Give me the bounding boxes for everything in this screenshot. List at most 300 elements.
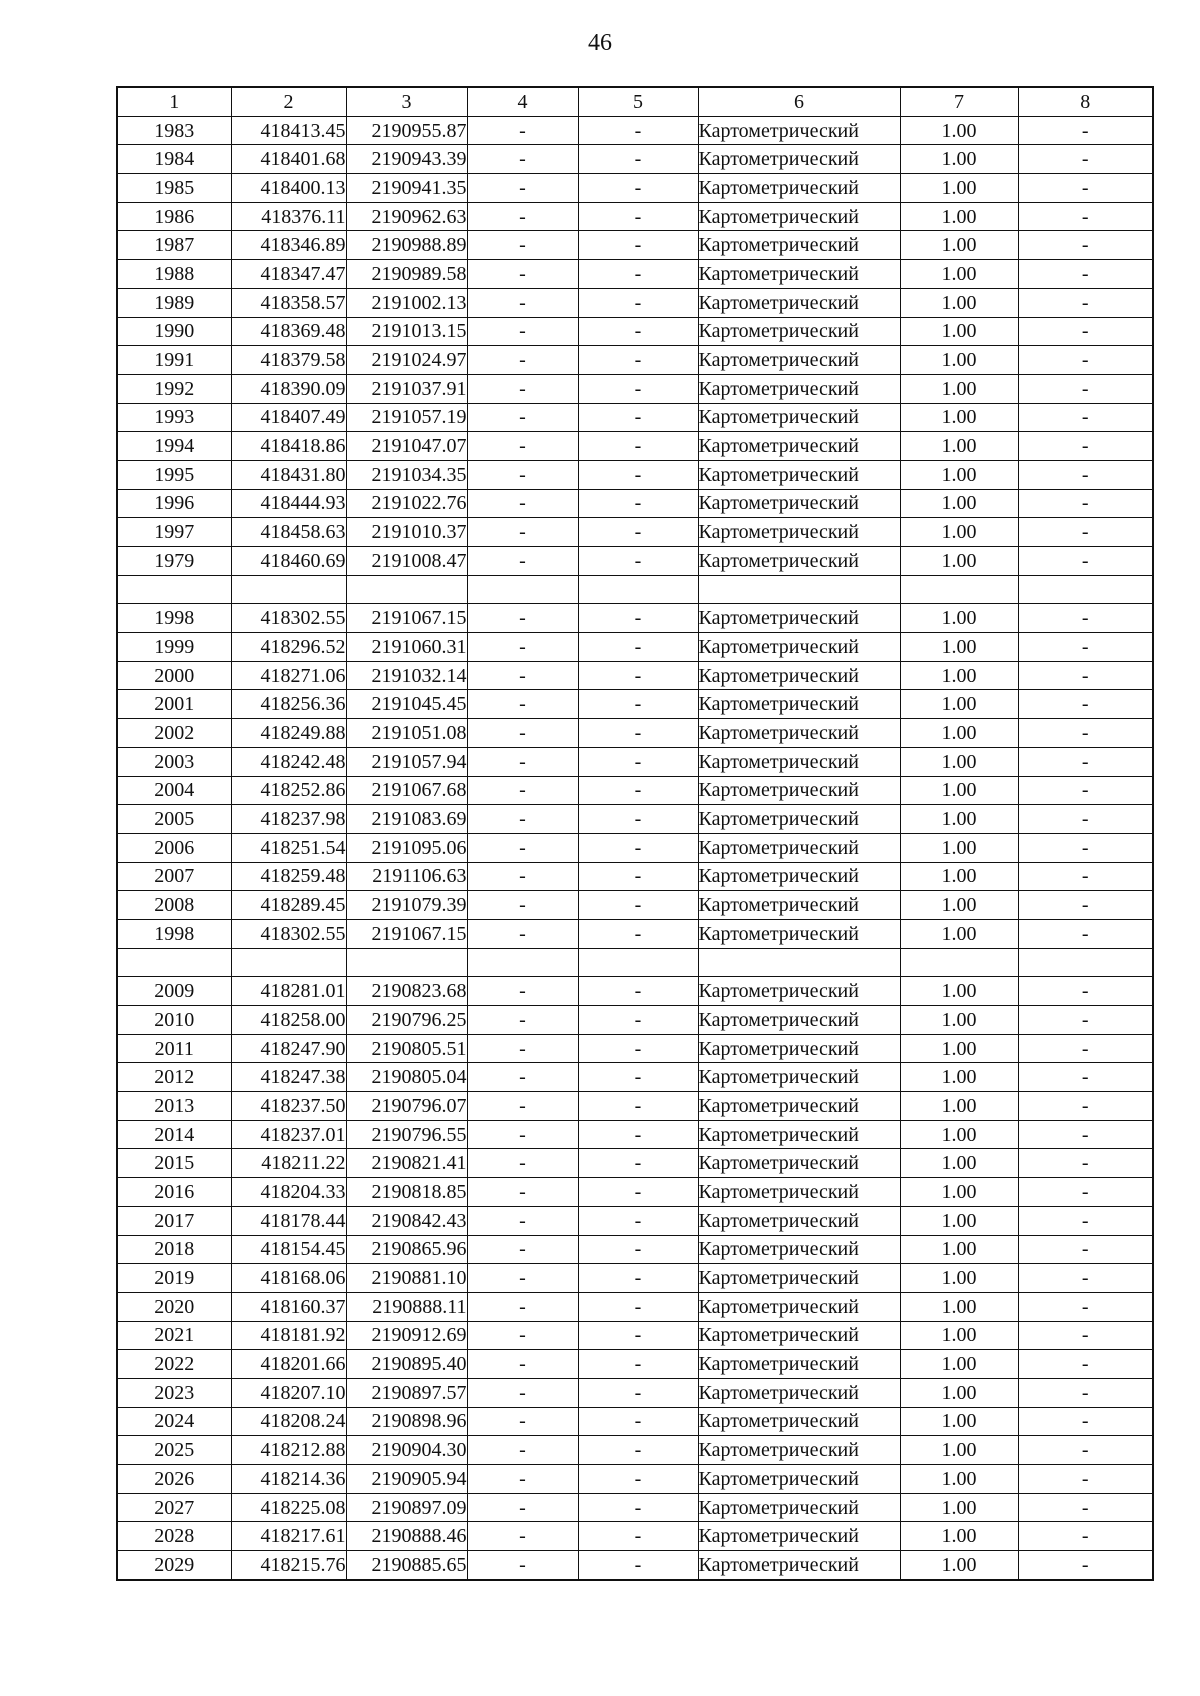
x-coordinate-cell: 418390.09 <box>231 374 346 403</box>
column-4-cell: - <box>467 460 578 489</box>
method-cell: Картометрический <box>698 1206 900 1235</box>
column-header: 2 <box>231 87 346 116</box>
column-8-cell: - <box>1018 346 1153 375</box>
y-coordinate-cell: 2190962.63 <box>346 202 467 231</box>
point-number-cell: 2019 <box>117 1264 231 1293</box>
table-row <box>117 1321 1153 1350</box>
y-coordinate-cell: 2190898.96 <box>346 1407 467 1436</box>
y-coordinate-cell: 2191095.06 <box>346 833 467 862</box>
method-cell: Картометрический <box>698 604 900 633</box>
point-number-cell: 1993 <box>117 403 231 432</box>
table-row <box>117 1551 1153 1580</box>
accuracy-cell: 1.00 <box>900 1378 1018 1407</box>
accuracy-cell: 1.00 <box>900 919 1018 948</box>
table-row <box>117 1436 1153 1465</box>
column-5-cell: - <box>578 690 698 719</box>
separator-row <box>117 575 1153 604</box>
point-number-cell: 1997 <box>117 518 231 547</box>
column-8-cell: - <box>1018 747 1153 776</box>
column-header: 6 <box>698 87 900 116</box>
accuracy-cell: 1.00 <box>900 1465 1018 1494</box>
method-cell: Картометрический <box>698 489 900 518</box>
accuracy-cell: 1.00 <box>900 1321 1018 1350</box>
point-number-cell: 1987 <box>117 231 231 260</box>
column-5-cell: - <box>578 862 698 891</box>
point-number-cell: 2024 <box>117 1407 231 1436</box>
x-coordinate-cell: 418400.13 <box>231 174 346 203</box>
column-5-cell: - <box>578 1264 698 1293</box>
column-5-cell: - <box>578 747 698 776</box>
column-4-cell: - <box>467 1120 578 1149</box>
x-coordinate-cell: 418201.66 <box>231 1350 346 1379</box>
table-row <box>117 116 1153 145</box>
column-4-cell: - <box>467 231 578 260</box>
accuracy-cell: 1.00 <box>900 174 1018 203</box>
table-row <box>117 317 1153 346</box>
y-coordinate-cell: 2190897.09 <box>346 1493 467 1522</box>
y-coordinate-cell: 2190888.46 <box>346 1522 467 1551</box>
y-coordinate-cell: 2190842.43 <box>346 1206 467 1235</box>
y-coordinate-cell: 2190818.85 <box>346 1178 467 1207</box>
column-5-cell: - <box>578 1292 698 1321</box>
accuracy-cell: 1.00 <box>900 776 1018 805</box>
column-8-cell: - <box>1018 1092 1153 1121</box>
x-coordinate-cell: 418369.48 <box>231 317 346 346</box>
table-row <box>117 1006 1153 1035</box>
point-number-cell: 1998 <box>117 604 231 633</box>
table-row <box>117 1149 1153 1178</box>
column-8-cell: - <box>1018 1120 1153 1149</box>
column-5-cell: - <box>578 1321 698 1350</box>
column-8-cell <box>1018 575 1153 604</box>
accuracy-cell: 1.00 <box>900 1522 1018 1551</box>
x-coordinate-cell: 418407.49 <box>231 403 346 432</box>
point-number-cell: 2006 <box>117 833 231 862</box>
column-8-cell: - <box>1018 460 1153 489</box>
column-5-cell: - <box>578 719 698 748</box>
point-number-cell: 2021 <box>117 1321 231 1350</box>
column-4-cell: - <box>467 891 578 920</box>
method-cell: Картометрический <box>698 1407 900 1436</box>
x-coordinate-cell: 418249.88 <box>231 719 346 748</box>
table-row <box>117 1034 1153 1063</box>
column-4-cell: - <box>467 690 578 719</box>
column-4-cell: - <box>467 1292 578 1321</box>
accuracy-cell: 1.00 <box>900 833 1018 862</box>
point-number-cell: 2000 <box>117 661 231 690</box>
x-coordinate-cell: 418215.76 <box>231 1551 346 1580</box>
y-coordinate-cell: 2190989.58 <box>346 260 467 289</box>
column-8-cell: - <box>1018 288 1153 317</box>
x-coordinate-cell: 418178.44 <box>231 1206 346 1235</box>
column-4-cell: - <box>467 1436 578 1465</box>
y-coordinate-cell: 2190796.25 <box>346 1006 467 1035</box>
table-row <box>117 1092 1153 1121</box>
accuracy-cell: 1.00 <box>900 1092 1018 1121</box>
accuracy-cell: 1.00 <box>900 1436 1018 1465</box>
column-5-cell: - <box>578 460 698 489</box>
accuracy-cell: 1.00 <box>900 231 1018 260</box>
y-coordinate-cell: 2191060.31 <box>346 633 467 662</box>
point-number-cell: 1988 <box>117 260 231 289</box>
x-coordinate-cell: 418247.90 <box>231 1034 346 1063</box>
accuracy-cell: 1.00 <box>900 1063 1018 1092</box>
column-5-cell: - <box>578 776 698 805</box>
point-number-cell: 1991 <box>117 346 231 375</box>
column-4-cell <box>467 575 578 604</box>
column-5-cell: - <box>578 403 698 432</box>
method-cell: Картометрический <box>698 460 900 489</box>
column-8-cell: - <box>1018 776 1153 805</box>
accuracy-cell: 1.00 <box>900 633 1018 662</box>
column-4-cell: - <box>467 919 578 948</box>
x-coordinate-cell: 418296.52 <box>231 633 346 662</box>
column-4-cell: - <box>467 1034 578 1063</box>
separator-row <box>117 948 1153 977</box>
column-4-cell: - <box>467 1092 578 1121</box>
y-coordinate-cell: 2191047.07 <box>346 432 467 461</box>
x-coordinate-cell: 418258.00 <box>231 1006 346 1035</box>
column-4-cell: - <box>467 403 578 432</box>
y-coordinate-cell: 2191032.14 <box>346 661 467 690</box>
point-number-cell: 2011 <box>117 1034 231 1063</box>
y-coordinate-cell: 2191106.63 <box>346 862 467 891</box>
accuracy-cell: 1.00 <box>900 690 1018 719</box>
x-coordinate-cell: 418251.54 <box>231 833 346 862</box>
point-number-cell: 1984 <box>117 145 231 174</box>
column-8-cell: - <box>1018 116 1153 145</box>
column-8-cell: - <box>1018 1493 1153 1522</box>
column-5-cell: - <box>578 260 698 289</box>
column-4-cell: - <box>467 1206 578 1235</box>
column-5-cell: - <box>578 977 698 1006</box>
x-coordinate-cell: 418458.63 <box>231 518 346 547</box>
column-8-cell: - <box>1018 977 1153 1006</box>
y-coordinate-cell: 2191067.68 <box>346 776 467 805</box>
accuracy-cell: 1.00 <box>900 891 1018 920</box>
table-row <box>117 432 1153 461</box>
column-4-cell: - <box>467 202 578 231</box>
point-number-cell: 2003 <box>117 747 231 776</box>
point-number-cell: 1994 <box>117 432 231 461</box>
y-coordinate-cell: 2190988.89 <box>346 231 467 260</box>
x-coordinate-cell: 418181.92 <box>231 1321 346 1350</box>
method-cell: Картометрический <box>698 145 900 174</box>
accuracy-cell: 1.00 <box>900 1034 1018 1063</box>
accuracy-cell: 1.00 <box>900 1407 1018 1436</box>
column-8-cell: - <box>1018 604 1153 633</box>
column-5-cell: - <box>578 547 698 576</box>
point-number-cell: 1999 <box>117 633 231 662</box>
column-5-cell: - <box>578 1120 698 1149</box>
column-8-cell: - <box>1018 919 1153 948</box>
point-number-cell: 2029 <box>117 1551 231 1580</box>
y-coordinate-cell: 2190905.94 <box>346 1465 467 1494</box>
method-cell: Картометрический <box>698 1493 900 1522</box>
column-4-cell: - <box>467 346 578 375</box>
table-row <box>117 547 1153 576</box>
accuracy-cell: 1.00 <box>900 317 1018 346</box>
y-coordinate-cell: 2191067.15 <box>346 919 467 948</box>
column-4-cell: - <box>467 432 578 461</box>
column-8-cell: - <box>1018 805 1153 834</box>
table-row <box>117 202 1153 231</box>
point-number-cell: 2015 <box>117 1149 231 1178</box>
point-number-cell: 1995 <box>117 460 231 489</box>
column-8-cell <box>1018 948 1153 977</box>
table-body <box>117 116 1153 1580</box>
x-coordinate-cell: 418160.37 <box>231 1292 346 1321</box>
table-row <box>117 288 1153 317</box>
column-4-cell: - <box>467 1006 578 1035</box>
column-4-cell: - <box>467 1551 578 1580</box>
method-cell: Картометрический <box>698 633 900 662</box>
column-5-cell: - <box>578 1034 698 1063</box>
column-5-cell: - <box>578 604 698 633</box>
accuracy-cell <box>900 575 1018 604</box>
method-cell: Картометрический <box>698 547 900 576</box>
x-coordinate-cell: 418302.55 <box>231 919 346 948</box>
column-5-cell: - <box>578 116 698 145</box>
column-5-cell: - <box>578 919 698 948</box>
table-row <box>117 977 1153 1006</box>
point-number-cell: 2008 <box>117 891 231 920</box>
column-5-cell: - <box>578 1522 698 1551</box>
table-header <box>117 87 1153 116</box>
column-8-cell: - <box>1018 518 1153 547</box>
y-coordinate-cell: 2191057.19 <box>346 403 467 432</box>
column-4-cell: - <box>467 1063 578 1092</box>
column-5-cell: - <box>578 1350 698 1379</box>
y-coordinate-cell: 2190885.65 <box>346 1551 467 1580</box>
column-5-cell: - <box>578 633 698 662</box>
method-cell: Картометрический <box>698 518 900 547</box>
column-4-cell: - <box>467 116 578 145</box>
y-coordinate-cell: 2191010.37 <box>346 518 467 547</box>
y-coordinate-cell: 2190897.57 <box>346 1378 467 1407</box>
point-number-cell: 2002 <box>117 719 231 748</box>
column-8-cell: - <box>1018 260 1153 289</box>
column-header: 7 <box>900 87 1018 116</box>
method-cell: Картометрический <box>698 1178 900 1207</box>
method-cell: Картометрический <box>698 661 900 690</box>
method-cell: Картометрический <box>698 1235 900 1264</box>
y-coordinate-cell: 2190943.39 <box>346 145 467 174</box>
column-4-cell: - <box>467 1321 578 1350</box>
y-coordinate-cell: 2191057.94 <box>346 747 467 776</box>
method-cell: Картометрический <box>698 1292 900 1321</box>
column-4-cell: - <box>467 145 578 174</box>
x-coordinate-cell: 418289.45 <box>231 891 346 920</box>
column-4-cell: - <box>467 747 578 776</box>
accuracy-cell: 1.00 <box>900 518 1018 547</box>
y-coordinate-cell: 2190805.04 <box>346 1063 467 1092</box>
x-coordinate-cell: 418302.55 <box>231 604 346 633</box>
column-5-cell: - <box>578 1493 698 1522</box>
method-cell <box>698 575 900 604</box>
column-8-cell: - <box>1018 489 1153 518</box>
column-4-cell: - <box>467 317 578 346</box>
column-5-cell: - <box>578 1235 698 1264</box>
column-5-cell: - <box>578 805 698 834</box>
column-8-cell: - <box>1018 1292 1153 1321</box>
point-number-cell: 1996 <box>117 489 231 518</box>
column-5-cell: - <box>578 174 698 203</box>
method-cell: Картометрический <box>698 747 900 776</box>
x-coordinate-cell: 418208.24 <box>231 1407 346 1436</box>
column-8-cell: - <box>1018 1551 1153 1580</box>
x-coordinate-cell: 418379.58 <box>231 346 346 375</box>
column-5-cell: - <box>578 1063 698 1092</box>
x-coordinate-cell: 418281.01 <box>231 977 346 1006</box>
column-5-cell: - <box>578 1465 698 1494</box>
y-coordinate-cell: 2191013.15 <box>346 317 467 346</box>
accuracy-cell <box>900 948 1018 977</box>
table-row <box>117 833 1153 862</box>
point-number-cell: 2026 <box>117 1465 231 1494</box>
method-cell: Картометрический <box>698 174 900 203</box>
y-coordinate-cell: 2191037.91 <box>346 374 467 403</box>
table-row <box>117 604 1153 633</box>
point-number-cell: 1979 <box>117 547 231 576</box>
table-row <box>117 1465 1153 1494</box>
column-5-cell: - <box>578 1407 698 1436</box>
accuracy-cell: 1.00 <box>900 547 1018 576</box>
accuracy-cell: 1.00 <box>900 661 1018 690</box>
header-row <box>117 87 1153 116</box>
column-8-cell: - <box>1018 1006 1153 1035</box>
point-number-cell: 2013 <box>117 1092 231 1121</box>
table-row <box>117 776 1153 805</box>
point-number-cell: 1985 <box>117 174 231 203</box>
column-4-cell: - <box>467 1235 578 1264</box>
accuracy-cell: 1.00 <box>900 432 1018 461</box>
x-coordinate-cell: 418431.80 <box>231 460 346 489</box>
column-4-cell: - <box>467 862 578 891</box>
table-row <box>117 403 1153 432</box>
method-cell: Картометрический <box>698 1034 900 1063</box>
column-5-cell: - <box>578 1436 698 1465</box>
point-number-cell: 2018 <box>117 1235 231 1264</box>
column-8-cell: - <box>1018 231 1153 260</box>
column-8-cell: - <box>1018 174 1153 203</box>
column-header: 8 <box>1018 87 1153 116</box>
column-4-cell: - <box>467 1407 578 1436</box>
point-number-cell: 2027 <box>117 1493 231 1522</box>
column-5-cell: - <box>578 231 698 260</box>
table-row <box>117 460 1153 489</box>
y-coordinate-cell: 2190805.51 <box>346 1034 467 1063</box>
column-4-cell: - <box>467 1522 578 1551</box>
y-coordinate-cell: 2190865.96 <box>346 1235 467 1264</box>
x-coordinate-cell: 418225.08 <box>231 1493 346 1522</box>
point-number-cell: 1983 <box>117 116 231 145</box>
column-4-cell: - <box>467 833 578 862</box>
table-row <box>117 1264 1153 1293</box>
method-cell: Картометрический <box>698 1092 900 1121</box>
column-8-cell: - <box>1018 719 1153 748</box>
table-row <box>117 747 1153 776</box>
method-cell: Картометрический <box>698 919 900 948</box>
column-5-cell: - <box>578 1551 698 1580</box>
column-5-cell: - <box>578 202 698 231</box>
point-number-cell: 1990 <box>117 317 231 346</box>
table-row <box>117 1063 1153 1092</box>
column-8-cell: - <box>1018 202 1153 231</box>
accuracy-cell: 1.00 <box>900 374 1018 403</box>
table-row <box>117 690 1153 719</box>
column-8-cell: - <box>1018 1264 1153 1293</box>
x-coordinate-cell: 418237.98 <box>231 805 346 834</box>
column-8-cell: - <box>1018 145 1153 174</box>
accuracy-cell: 1.00 <box>900 288 1018 317</box>
column-4-cell: - <box>467 604 578 633</box>
accuracy-cell: 1.00 <box>900 747 1018 776</box>
x-coordinate-cell: 418401.68 <box>231 145 346 174</box>
accuracy-cell: 1.00 <box>900 202 1018 231</box>
column-8-cell: - <box>1018 690 1153 719</box>
column-5-cell: - <box>578 432 698 461</box>
y-coordinate-cell: 2191008.47 <box>346 547 467 576</box>
column-4-cell: - <box>467 977 578 1006</box>
column-4-cell: - <box>467 1493 578 1522</box>
x-coordinate-cell: 418413.45 <box>231 116 346 145</box>
table-row <box>117 1350 1153 1379</box>
column-4-cell: - <box>467 489 578 518</box>
accuracy-cell: 1.00 <box>900 1149 1018 1178</box>
accuracy-cell: 1.00 <box>900 1292 1018 1321</box>
column-4-cell: - <box>467 1264 578 1293</box>
point-number-cell <box>117 948 231 977</box>
x-coordinate-cell: 418376.11 <box>231 202 346 231</box>
column-5-cell: - <box>578 317 698 346</box>
y-coordinate-cell: 2190941.35 <box>346 174 467 203</box>
y-coordinate-cell: 2190955.87 <box>346 116 467 145</box>
y-coordinate-cell: 2191034.35 <box>346 460 467 489</box>
accuracy-cell: 1.00 <box>900 1006 1018 1035</box>
x-coordinate-cell: 418256.36 <box>231 690 346 719</box>
column-8-cell: - <box>1018 1465 1153 1494</box>
method-cell: Картометрический <box>698 202 900 231</box>
point-number-cell: 2014 <box>117 1120 231 1149</box>
column-4-cell: - <box>467 260 578 289</box>
method-cell: Картометрический <box>698 719 900 748</box>
table-row <box>117 1120 1153 1149</box>
method-cell: Картометрический <box>698 346 900 375</box>
method-cell: Картометрический <box>698 690 900 719</box>
method-cell: Картометрический <box>698 1551 900 1580</box>
column-4-cell: - <box>467 1178 578 1207</box>
table-row <box>117 1235 1153 1264</box>
point-number-cell: 2016 <box>117 1178 231 1207</box>
column-8-cell: - <box>1018 1149 1153 1178</box>
column-4-cell: - <box>467 805 578 834</box>
x-coordinate-cell: 418212.88 <box>231 1436 346 1465</box>
column-5-cell: - <box>578 346 698 375</box>
accuracy-cell: 1.00 <box>900 1120 1018 1149</box>
x-coordinate-cell: 418242.48 <box>231 747 346 776</box>
column-5-cell: - <box>578 374 698 403</box>
point-number-cell: 2007 <box>117 862 231 891</box>
column-5-cell: - <box>578 833 698 862</box>
method-cell: Картометрический <box>698 1436 900 1465</box>
column-5-cell: - <box>578 1006 698 1035</box>
y-coordinate-cell: 2190823.68 <box>346 977 467 1006</box>
column-8-cell: - <box>1018 1178 1153 1207</box>
column-5-cell: - <box>578 1206 698 1235</box>
column-5-cell: - <box>578 288 698 317</box>
y-coordinate-cell: 2190821.41 <box>346 1149 467 1178</box>
